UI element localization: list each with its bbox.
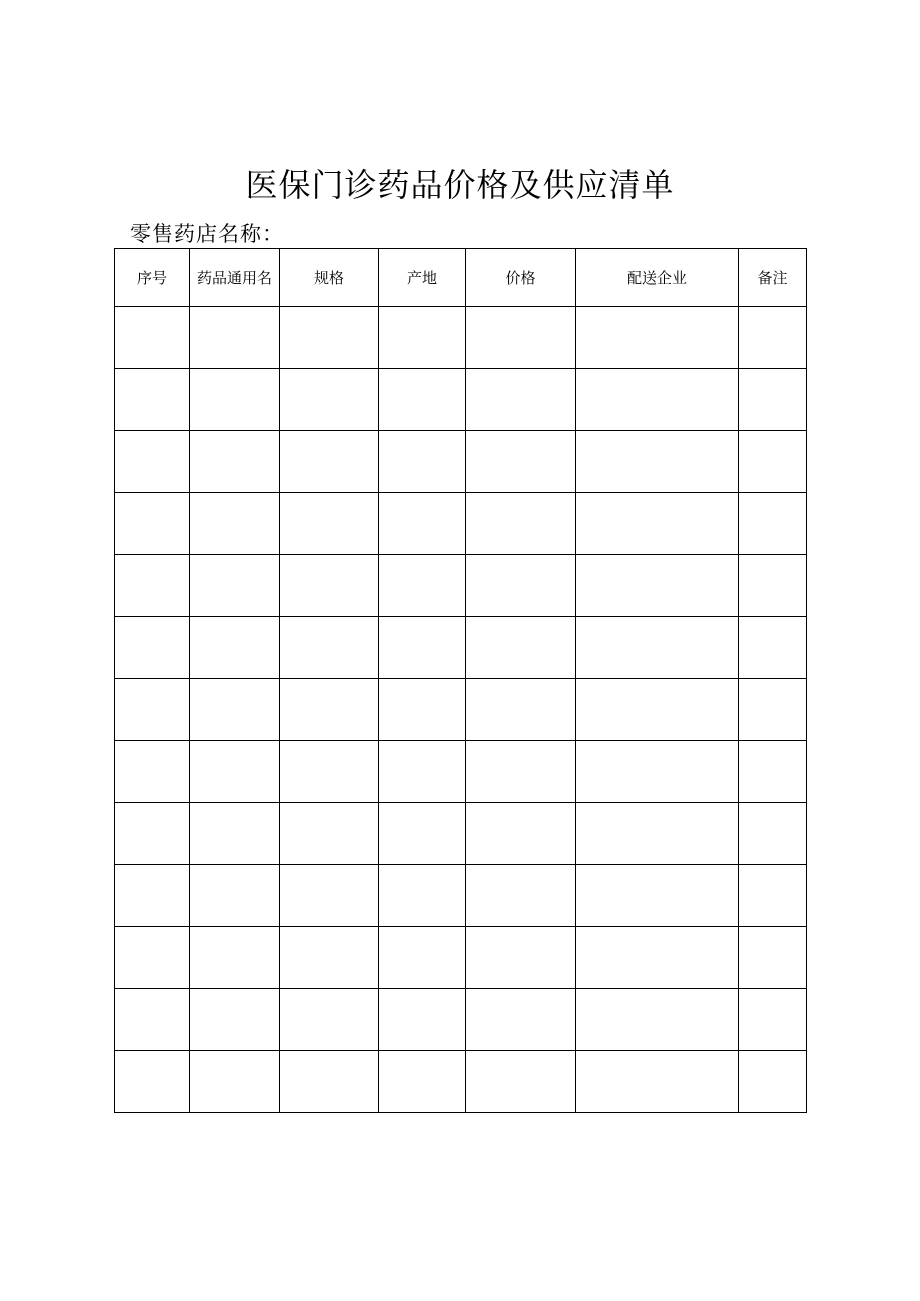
- cell-drug-generic-name: [190, 865, 280, 927]
- header-remarks: 备注: [739, 249, 807, 307]
- cell-drug-generic-name: [190, 369, 280, 431]
- cell-origin: [379, 431, 466, 493]
- cell-distributor: [576, 431, 739, 493]
- cell-price: [466, 617, 576, 679]
- table-row: [115, 617, 807, 679]
- cell-specification: [280, 989, 379, 1051]
- cell-serial-number: [115, 927, 190, 989]
- table-row: [115, 1051, 807, 1113]
- document-title: 医保门诊药品价格及供应清单: [245, 166, 675, 204]
- cell-origin: [379, 803, 466, 865]
- table-row: [115, 369, 807, 431]
- cell-drug-generic-name: [190, 679, 280, 741]
- table-row: [115, 679, 807, 741]
- cell-specification: [280, 307, 379, 369]
- table-row: [115, 989, 807, 1051]
- cell-drug-generic-name: [190, 989, 280, 1051]
- table-row: [115, 927, 807, 989]
- table-row: [115, 741, 807, 803]
- header-specification: 规格: [280, 249, 379, 307]
- cell-origin: [379, 493, 466, 555]
- table-header-row: [115, 249, 807, 307]
- cell-serial-number: [115, 741, 190, 803]
- cell-specification: [280, 865, 379, 927]
- cell-price: [466, 1051, 576, 1113]
- cell-drug-generic-name: [190, 555, 280, 617]
- cell-price: [466, 803, 576, 865]
- cell-drug-generic-name: [190, 803, 280, 865]
- cell-price: [466, 369, 576, 431]
- cell-remarks: [739, 369, 807, 431]
- header-origin: 产地: [379, 249, 466, 307]
- cell-drug-generic-name: [190, 927, 280, 989]
- cell-specification: [280, 741, 379, 803]
- cell-origin: [379, 741, 466, 803]
- cell-remarks: [739, 431, 807, 493]
- cell-remarks: [739, 989, 807, 1051]
- store-name-label: 零售药店名称：: [130, 222, 284, 246]
- cell-distributor: [576, 679, 739, 741]
- cell-remarks: [739, 679, 807, 741]
- cell-distributor: [576, 741, 739, 803]
- cell-serial-number: [115, 989, 190, 1051]
- cell-drug-generic-name: [190, 493, 280, 555]
- cell-serial-number: [115, 1051, 190, 1113]
- cell-remarks: [739, 803, 807, 865]
- table-row: [115, 555, 807, 617]
- cell-price: [466, 865, 576, 927]
- cell-drug-generic-name: [190, 741, 280, 803]
- cell-origin: [379, 679, 466, 741]
- cell-origin: [379, 307, 466, 369]
- cell-price: [466, 927, 576, 989]
- cell-remarks: [739, 927, 807, 989]
- cell-serial-number: [115, 679, 190, 741]
- header-drug-generic-name: 药品通用名: [190, 249, 280, 307]
- cell-drug-generic-name: [190, 431, 280, 493]
- cell-origin: [379, 927, 466, 989]
- cell-distributor: [576, 989, 739, 1051]
- cell-distributor: [576, 617, 739, 679]
- cell-origin: [379, 989, 466, 1051]
- cell-serial-number: [115, 493, 190, 555]
- cell-price: [466, 493, 576, 555]
- header-serial-number: 序号: [115, 249, 190, 307]
- cell-remarks: [739, 493, 807, 555]
- cell-remarks: [739, 865, 807, 927]
- cell-price: [466, 431, 576, 493]
- header-price: 价格: [466, 249, 576, 307]
- cell-distributor: [576, 927, 739, 989]
- cell-specification: [280, 803, 379, 865]
- cell-origin: [379, 617, 466, 679]
- cell-distributor: [576, 369, 739, 431]
- cell-distributor: [576, 865, 739, 927]
- cell-price: [466, 555, 576, 617]
- cell-distributor: [576, 555, 739, 617]
- cell-distributor: [576, 493, 739, 555]
- cell-serial-number: [115, 431, 190, 493]
- cell-origin: [379, 1051, 466, 1113]
- cell-drug-generic-name: [190, 1051, 280, 1113]
- cell-remarks: [739, 307, 807, 369]
- cell-specification: [280, 431, 379, 493]
- table-row: [115, 431, 807, 493]
- cell-drug-generic-name: [190, 617, 280, 679]
- cell-specification: [280, 555, 379, 617]
- cell-specification: [280, 1051, 379, 1113]
- header-distributor: 配送企业: [576, 249, 739, 307]
- cell-serial-number: [115, 617, 190, 679]
- table-row: [115, 493, 807, 555]
- price-supply-table: [114, 248, 807, 1113]
- table-body: [115, 307, 807, 1113]
- cell-remarks: [739, 555, 807, 617]
- cell-price: [466, 989, 576, 1051]
- cell-remarks: [739, 741, 807, 803]
- cell-remarks: [739, 617, 807, 679]
- cell-serial-number: [115, 555, 190, 617]
- cell-serial-number: [115, 369, 190, 431]
- table-row: [115, 803, 807, 865]
- cell-origin: [379, 555, 466, 617]
- cell-specification: [280, 493, 379, 555]
- cell-origin: [379, 865, 466, 927]
- cell-drug-generic-name: [190, 307, 280, 369]
- cell-specification: [280, 927, 379, 989]
- cell-distributor: [576, 1051, 739, 1113]
- cell-serial-number: [115, 307, 190, 369]
- cell-distributor: [576, 803, 739, 865]
- cell-specification: [280, 617, 379, 679]
- cell-serial-number: [115, 803, 190, 865]
- cell-distributor: [576, 307, 739, 369]
- table-row: [115, 865, 807, 927]
- cell-price: [466, 307, 576, 369]
- table-row: [115, 307, 807, 369]
- cell-specification: [280, 679, 379, 741]
- cell-remarks: [739, 1051, 807, 1113]
- cell-serial-number: [115, 865, 190, 927]
- cell-specification: [280, 369, 379, 431]
- cell-price: [466, 741, 576, 803]
- cell-origin: [379, 369, 466, 431]
- cell-price: [466, 679, 576, 741]
